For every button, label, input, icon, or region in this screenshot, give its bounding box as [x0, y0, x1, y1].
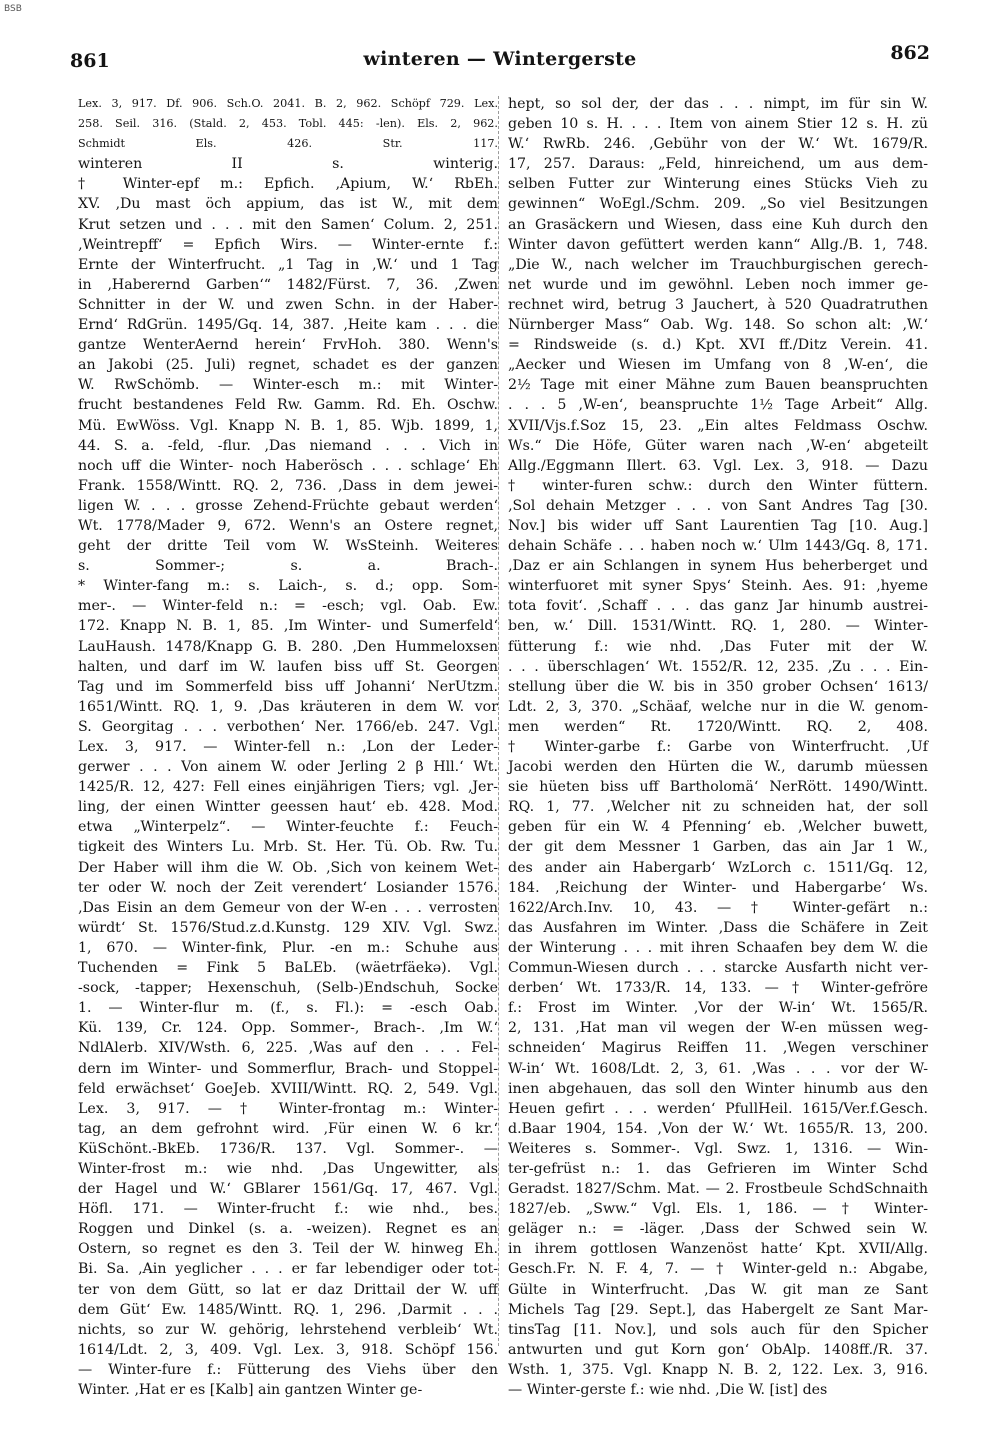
text-line: gerwer . . . Von ainem W. oder Jerling 2 β Hll.‘ Wt.: [78, 759, 498, 776]
text-line: frucht bestandenes Feld Rw. Gamm. Rd. Eh. Oschw.: [78, 397, 498, 414]
text-line: 1425/R. 12, 427: Fell eines einjährigen Tiers; vgl. ‚Jer-: [78, 779, 498, 796]
text-line: LauHaush. 1478/Knapp G. B. 280. ‚Den Hummeloxsen: [78, 638, 498, 655]
text-line: 1. — Winter-flur m. (f., s. Fl.): = -esch Oab.: [78, 1000, 498, 1017]
text-line: etwa „Winterpelz“. — Winter-feuchte f.: Feuch-: [78, 819, 498, 836]
text-line: † Winter-garbe f.: Garbe von Winterfrucht. ‚Uf: [508, 739, 928, 755]
text-line: Lex. 3, 917. — Winter-fell n.: ‚Lon der Leder-: [78, 739, 498, 755]
column-divider: [498, 96, 499, 1346]
text-line: ter-gefrüst n.: 1. das Gefrieren im Winter Schd: [508, 1160, 928, 1177]
text-line: Ldt. 2, 3, 370. „Schäaf, welche nur in die W. genom-: [508, 698, 928, 715]
text-line: W. RwSchömb. — Winter-esch m.: mit Winter-: [78, 377, 498, 394]
text-line: noch uff die Winter- noch Haberösch . . . schlage‘ Eh: [78, 457, 498, 474]
text-line: Jacobi werden den Hürten die W., darumb müessen: [508, 759, 928, 776]
text-line: ligen W. . . . grosse Zehend-Früchte gebaut werden‘: [78, 497, 498, 514]
text-line: halten, und darf im W. laufen biss uff St. Georgen: [78, 658, 498, 675]
text-line: Michels Tag [29. Sept.], das Habergelt ze Sant Mar-: [508, 1301, 928, 1318]
text-line: in ihrem gottlosen Wanzenöst hatte‘ Kpt. XVII/Allg.: [508, 1241, 928, 1258]
text-line: 2, 131. ‚Hat man vil wegen der W-en müssen weg-: [508, 1020, 928, 1037]
text-line: dern im Winter- und Sommerflur, Brach- und Stoppel-: [78, 1060, 498, 1077]
text-line: Wsth. 1, 375. Vgl. Knapp N. B. 2, 122. Lex. 3, 916.: [508, 1361, 928, 1378]
text-line: Gesch.Fr. N. F. 4, 7. — † Winter-geld n.: Abgabe,: [508, 1261, 928, 1278]
text-line: hept, so sol der, der das . . . nimpt, im für sin W.: [508, 96, 928, 112]
text-line: Ostern, so regnet es den 3. Teil der W. hinweg Eh.: [78, 1241, 498, 1258]
text-line: ter von dem Gütt, so lat er daz Drittail der W. uff: [78, 1281, 498, 1298]
text-line: Winter-frost m.: wie nhd. ‚Das Ungewitter, als: [78, 1160, 498, 1177]
text-line: das Ausfahren im Winter. ‚Dass die Schäfere in Zeit: [508, 919, 928, 936]
text-line: net wurde und im gewöhnl. Leben noch immer ge-: [508, 276, 928, 293]
text-line: 172. Knapp N. B. 1, 85. ‚Im Winter- und Sumerfeld‘: [78, 618, 498, 635]
text-line: an Grasäckern und Wiesen, dass eine Kuh durch den: [508, 216, 928, 233]
text-line: 184. ‚Reichung der Winter- und Habergarbe‘ Ws.: [508, 879, 928, 896]
text-line: NdlAlerb. XIV/Wsth. 6, 225. ‚Was auf den . . . Fel-: [78, 1040, 498, 1057]
library-stamp: BSB: [4, 4, 22, 14]
text-line: Frank. 1558/Wintt. RQ. 2, 736. ‚Dass in dem jewei-: [78, 477, 498, 494]
text-line: XV. ‚Du mast öch appium, das ist W., mit dem: [78, 196, 498, 213]
text-line: ‚Daz er ain Schlangen in synem Hus beherberget und: [508, 558, 928, 575]
text-line: winteren II s. winterig.: [78, 156, 498, 173]
text-line: Tag und im Sommerfeld biss uff Johanni‘ NerUtzm.: [78, 678, 498, 695]
text-line: Krut setzen und . . . mit den Samen‘ Colum. 2, 251.: [78, 216, 498, 233]
running-title: winteren — Wintergerste: [363, 48, 637, 70]
text-line: d.Baar 1904, 154. ‚Von der W.‘ Wt. 1655/R. 13, 200.: [508, 1120, 928, 1137]
text-line: der Winterung . . . mit ihren Schaafen bey dem W. die: [508, 939, 928, 956]
text-line: ‚Weintrepff‘ = Epfich Wirs. — Winter-ernte f.:: [78, 236, 498, 253]
text-line: Roggen und Dinkel (s. a. -weizen). Regnet es an: [78, 1221, 498, 1238]
text-line: sie hüeten biss uff Bartholomä‘ NerRött. 1490/Wintt.: [508, 779, 928, 796]
text-line: ‚Das Eisin an dem Gemeur von der W-en . . . verrosten: [78, 899, 498, 916]
text-line: ben, w.‘ Dill. 1531/Wintt. RQ. 1, 280. — Winter-: [508, 618, 928, 635]
text-line: stellung über die W. bis in 350 grober Ochsen‘ 1613/: [508, 678, 928, 695]
text-line: Commun-Wiesen durch . . . starcke Ausfarth nicht ver-: [508, 960, 928, 977]
text-line: Mü. EwWöss. Vgl. Knapp N. B. 1, 85. Wjb. 1899, 1,: [78, 417, 498, 434]
page-number-right: 862: [890, 42, 930, 64]
text-line: . . . 5 ‚W-en‘, beanspruchte 1½ Tage Arbeit“ Allg.: [508, 397, 928, 414]
text-line: tag, an dem gefrohnt wird. ‚Für einen W. 6 kr.‘: [78, 1120, 498, 1137]
text-line: Kü. 139, Cr. 124. Opp. Sommer-, Brach-. ‚Im W.‘: [78, 1020, 498, 1037]
text-line: selben Futter zur Winterung eines Stücks Vieh zu: [508, 176, 928, 193]
text-line: mer-. — Winter-feld n.: = -esch; vgl. Oab. Ew.: [78, 598, 498, 615]
text-line: -sock, -tapper; Hexenschuh, (Selb-)Endschuh, Socke: [78, 980, 498, 997]
text-line: 44. S. a. -feld, -flur. ‚Das niemand . . . Vich in: [78, 437, 498, 454]
text-line: XVII/Vjs.f.Soz 15, 23. „Ein altes Feldmass Oschw.: [508, 417, 928, 434]
text-line: dehain Schäfe . . . haben noch w.‘ Ulm 1443/Gq. 8, 171.: [508, 538, 928, 555]
text-line: Winter. ‚Hat er es [Kalb] ain gantzen Winter ge-: [78, 1382, 423, 1398]
text-line: an Jakobi (25. Juli) regnet, schadet es der ganzen: [78, 357, 498, 374]
text-line: „Aecker und Wiesen im Umfang von 8 ‚W-en‘, die: [508, 357, 928, 374]
text-line: W-in‘ Wt. 1608/Ldt. 2, 3, 61. ‚Was . . . vor der W-: [508, 1060, 928, 1077]
text-line: antwurten und gut Korn gon‘ ObAlp. 1408ff./R. 37.: [508, 1341, 928, 1358]
text-line: Schmidt Els. 426. Str. 117.: [78, 137, 498, 151]
text-line: feld erwächset‘ GoeJeb. XVIII/Wintt. RQ. 2, 549. Vgl.: [78, 1080, 498, 1097]
text-line: Heuen gefirt . . . werden‘ PfullHeil. 1615/Ver.f.Gesch.: [508, 1100, 928, 1117]
text-line: geläger n.: = -läger. ‚Dass der Schwed sein W.: [508, 1221, 928, 1238]
text-line: 1622/Arch.Inv. 10, 43. — † Winter-gefärt n.:: [508, 899, 928, 916]
text-line: Wt. 1778/Mader 9, 672. Wenn's an Ostere regnet,: [78, 517, 498, 534]
text-line: ter oder W. noch der Zeit verendert‘ Losiander 1576.: [78, 879, 498, 896]
text-line: tigkeit des Winters Lu. Mrb. St. Her. Tü. Ob. Rw. Tu.: [78, 839, 498, 856]
text-line: ‚Sol dehain Metzger . . . von Sant Andres Tag [30.: [508, 497, 928, 514]
text-line: fütterung f.: wie nhd. ‚Das Futer mit der W.: [508, 638, 928, 655]
text-line: 17, 257. Daraus: „Feld, hinreichend, um aus dem-: [508, 156, 928, 173]
text-line: 1651/Wintt. RQ. 1, 9. ‚Das kräuteren in dem W. vor: [78, 698, 498, 715]
text-line: 1, 670. — Winter-fink, Plur. -en m.: Schuhe aus: [78, 939, 498, 956]
text-line: * Winter-fang m.: s. Laich-, s. d.; opp. Som-: [78, 578, 498, 595]
text-line: Tuchenden = Fink 5 BaLEb. (wäetrfäekə). Vgl.: [78, 960, 498, 977]
text-line: Ws.“ Die Höfe, Güter waren nach ‚W-en‘ abgeteilt: [508, 437, 928, 454]
text-line: der Hagel und W.‘ GBlarer 1561/Gq. 17, 467. Vgl.: [78, 1181, 498, 1198]
text-line: derben‘ Wt. 1733/R. 14, 133. — † Winter-gefröre: [508, 980, 928, 997]
text-line: — Winter-gerste f.: wie nhd. ‚Die W. [ist] des: [508, 1382, 828, 1398]
text-line: RQ. 1, 77. ‚Welcher nit zu schneiden hat, der soll: [508, 799, 928, 816]
text-line: Geradst. 1827/Schm. Mat. — 2. Frostbeule SchdSchnaith: [508, 1181, 928, 1198]
text-line: Ernte der Winterfrucht. „1 Tag in ‚W.‘ und 1 Tag: [78, 256, 498, 273]
text-line: dem Güt‘ Ew. 1485/Wintt. RQ. 1, 296. ‚Darmit . . .: [78, 1301, 498, 1318]
text-line: . . . überschlagen‘ Wt. 1552/R. 12, 235. ‚Zu . . . Ein-: [508, 658, 928, 675]
text-line: würdt‘ St. 1576/Stud.z.d.Kunstg. 129 XIV. Vgl. Swz.: [78, 919, 498, 936]
text-line: men werden“ Rt. 1720/Wintt. RQ. 2, 408.: [508, 718, 928, 735]
text-line: „Die W., nach welcher im Trauchburgischen gerech-: [508, 256, 928, 273]
text-line: geht der dritte Teil vom W. WsSteinh. Weiteres: [78, 538, 498, 555]
text-line: 1827/eb. „Sww.“ Vgl. Els. 1, 186. — † Winter-: [508, 1201, 928, 1218]
text-line: W.‘ RwRb. 246. ‚Gebühr von der W.‘ Wt. 1679/R.: [508, 136, 928, 153]
text-line: 2½ Tage mit einer Mähne zum Bauen beanspruchten: [508, 377, 928, 394]
left-column: [78, 94, 498, 1398]
text-line: Höfl. 171. — Winter-frucht f.: wie nhd., bes.: [78, 1201, 498, 1218]
text-line: Der Haber will ihm die W. Ob. ‚Sich von keinem Wet-: [78, 859, 498, 876]
text-line: Bi. Sa. ‚Ain yeglicher . . . er far lebendiger oder tot-: [78, 1261, 498, 1278]
text-line: nichts, so zur W. gehörig, lehrstehend verbleib‘ Wt.: [78, 1321, 498, 1338]
right-column: [508, 94, 928, 1398]
text-line: Nürnberger Mass“ Oab. Wg. 148. So schon alt: ‚W.‘: [508, 317, 928, 334]
text-line: ling, der einen Wintter geessen haut‘ eb. 428. Mod.: [78, 799, 498, 816]
text-line: der git dem Messner 1 Garben, das ain Jar 1 W.,: [508, 839, 928, 856]
text-line: 1614/Ldt. 2, 3, 409. Vgl. Lex. 3, 918. Schöpf 156.: [78, 1341, 498, 1358]
text-line: Nov.] bis wider uff Sant Laurentien Tag [10. Aug.]: [508, 517, 928, 534]
text-line: s. Sommer-; s. a. Brach-.: [78, 558, 498, 575]
text-line: schneiden‘ Magirus Reiffen 11. ‚Wegen verschiner: [508, 1040, 928, 1057]
text-line: Winter davon gefüttert werden kann“ Allg./B. 1, 748.: [508, 236, 928, 253]
text-line: tota fovit‘. ‚Schaff . . . das ganz Jar hinumb austrei-: [508, 598, 928, 615]
text-line: Weiteres s. Sommer-. Vgl. Swz. 1, 1316. — Win-: [508, 1140, 928, 1157]
text-line: Schnitter in der W. und zwen Schn. in der Haber-: [78, 296, 498, 313]
page-number-left: 861: [70, 50, 110, 72]
text-line: Lex. 3, 917. — † Winter-frontag m.: Winter-: [78, 1100, 498, 1117]
text-line: in ‚Haberernd Garben‘“ 1482/Fürst. 7, 36. ‚Zwen: [78, 276, 498, 293]
text-line: des ander ain Habergarb‘ WzLorch c. 1511/Gq. 12,: [508, 859, 928, 876]
text-line: winterfuoret mit syner Spys‘ Steinh. Aes. 91: ‚hyeme: [508, 578, 928, 595]
text-line: f.: Frost im Winter. ‚Vor der W-in‘ Wt. 1565/R.: [508, 1000, 928, 1017]
text-line: KüSchönt.-BkEb. 1736/R. 137. Vgl. Sommer-. —: [78, 1140, 498, 1157]
text-line: tinsTag [11. Nov.], und sols auch für den Spicher: [508, 1321, 928, 1338]
text-line: inen abgehauen, das soll den Winter hinumb aus den: [508, 1080, 928, 1097]
text-line: rechnet wird, betrug 3 Jauchert, à 520 Quadratruthen: [508, 296, 928, 313]
text-line: gewinnen“ WoEgl./Schm. 209. „So viel Besitzungen: [508, 196, 928, 213]
text-line: S. Georgitag . . . verbothen‘ Ner. 1766/eb. 247. Vgl.: [78, 718, 498, 735]
text-line: Ernd‘ RdGrün. 1495/Gq. 14, 387. ‚Heite kam . . . die: [78, 317, 498, 334]
text-line: — Winter-fure f.: Fütterung des Viehs über den: [78, 1361, 498, 1378]
text-line: geben für ein W. 4 Pfenning‘ eb. ‚Welcher buwett,: [508, 819, 928, 836]
text-line: Gülte in Winterfrucht. ‚Das W. git man ze Sant: [508, 1281, 928, 1298]
text-line: Lex. 3, 917. Df. 906. Sch.O. 2041. B. 2, 962. Schöpf 729. Lex.: [78, 97, 498, 110]
text-line: geben 10 s. H. . . . Item von ainem Stier 12 s. H. zü: [508, 116, 928, 133]
text-line: gantze WenterAernd herein‘ FrvHoh. 380. Wenn's: [78, 337, 498, 354]
text-line: 258. Seil. 316. (Stald. 2, 453. Tobl. 445: -len). Els. 2, 962.: [78, 117, 498, 131]
page-header: [70, 36, 930, 76]
text-line: † winter-furen schw.: durch den Winter füttern.: [508, 477, 928, 494]
text-line: † Winter-epf m.: Epfich. ‚Apium, W.‘ RbEh.: [78, 176, 498, 193]
text-line: Allg./Eggmann Illert. 63. Vgl. Lex. 3, 918. — Dazu: [508, 457, 928, 474]
text-line: = Rindsweide (s. d.) Kpt. XVI ff./Ditz Verein. 41.: [508, 337, 928, 354]
